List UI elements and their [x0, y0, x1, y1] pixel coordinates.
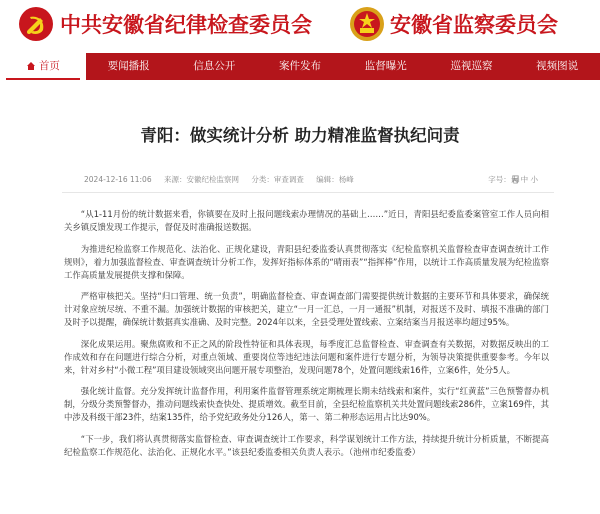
- article-paragraph: “从1-11月份的统计数据来看，你镇要在及时上报问题线索办理情况的基础上……”近日，青阳县纪委监委案管室工作人员向相关乡镇反馈发现工作提示，督促及时准确报送数据。: [64, 209, 549, 232]
- article-paragraph: 为推进纪检监察工作规范化、法治化、正规化建设，青阳县纪委监委认真贯彻落实《纪检监察机关监督检查审查调查统计工作规则》，着力加强监督检查、审查调查统计分析工作，发挥好指标体系的“晴雨表”“指挥棒”作用，以统计工作高质量发展为纪检监察工作高质量发展提供支撑和保障。: [64, 243, 549, 280]
- nav-item-label: 首页: [38, 60, 60, 72]
- site-title-right[interactable]: 安徽省监察委员会: [390, 12, 558, 37]
- nav-item-video[interactable]: 视频图说: [536, 60, 579, 72]
- nav-item-supervision-exposure[interactable]: 监督曝光: [364, 60, 407, 72]
- font-size-selector[interactable]: 字号：大 中 小: [488, 175, 538, 184]
- article-paragraph: 深化成果运用。聚焦腐败和不正之风的阶段性特征和具体表现，每季度汇总监督检查、审查调查有关数据，对数据反映出的工作成效和存在问题进行综合分析，对重点领域、重要岗位等违纪违法问题和案件进行专题分析，为领导决策提供重要参考。今年以来，针对乡村“小微工程”项目建设领域突出问题开展专项整治，发现问题78个，处置问题线索16件，立案6件，处分5人。: [64, 338, 549, 375]
- nav-item-info-disclosure[interactable]: 信息公开: [193, 60, 236, 72]
- nav-item-home[interactable]: [0, 53, 86, 80]
- home-icon: [26, 61, 36, 71]
- nav-item-inspection[interactable]: 巡视巡察: [450, 60, 493, 72]
- divider: [62, 192, 554, 193]
- article-date: 2024-12-16 11:06: [84, 175, 152, 184]
- article-source: 来源：安徽纪检监察网: [163, 175, 239, 184]
- party-emblem-icon: [18, 6, 54, 42]
- article-editor: 编辑：杨峰: [316, 175, 354, 184]
- article-meta: [84, 174, 548, 188]
- national-emblem-icon: [349, 6, 385, 42]
- article-title: 青阳：做实统计分析 助力精准监督执纪问责: [140, 126, 460, 145]
- site-header: [0, 0, 600, 50]
- nav-item-case-release[interactable]: 案件发布: [279, 60, 322, 72]
- article-body: [64, 208, 549, 467]
- nav-item-news[interactable]: 要闻播报: [107, 60, 150, 72]
- site-title-left[interactable]: 中共安徽省纪律检查委员会: [60, 12, 312, 37]
- article-paragraph: 强化统计监督。充分发挥统计监督作用，利用案件监督管理系统定期梳理长期未结线索和案件，实行“红黄蓝”三色预警督办机制，分级分类预警督办，推动问题线索快查快处、提质增效。截至目前，全县纪检监察机关共处置问题线索286件，立案169件，其中涉及科级干部23件，结案135件，给予党纪政务处分126人，第一、第二种形态运用占比达90%。: [64, 386, 549, 422]
- article-paragraph: “下一步，我们将认真贯彻落实监督检查、审查调查统计工作要求，科学谋划统计工作方法，持续提升统计分析质量，不断提高纪检监察工作规范化、法治化、正规化水平。”该县纪委监委相关负责人表示。（池州市纪委监委）: [64, 433, 549, 457]
- article-category: 分类：审查调查: [251, 175, 304, 184]
- main-nav: [0, 53, 600, 80]
- article-paragraph: 严格审核把关。坚持“归口管理、统一负责”，明确监督检查、审查调查部门需要提供统计数据的主要环节和具体要求，确保统计对象应统尽统、不重不漏。加强统计数据的审核把关，建立“一月一汇总，一月一通报”机制，对报送不及时、填报不准确的部门及时予以提醒，确保统计数据真实准确、及时完整。2024年以来，全县受理处置线索、立案结案当月报送率均超过95%。: [64, 291, 549, 327]
